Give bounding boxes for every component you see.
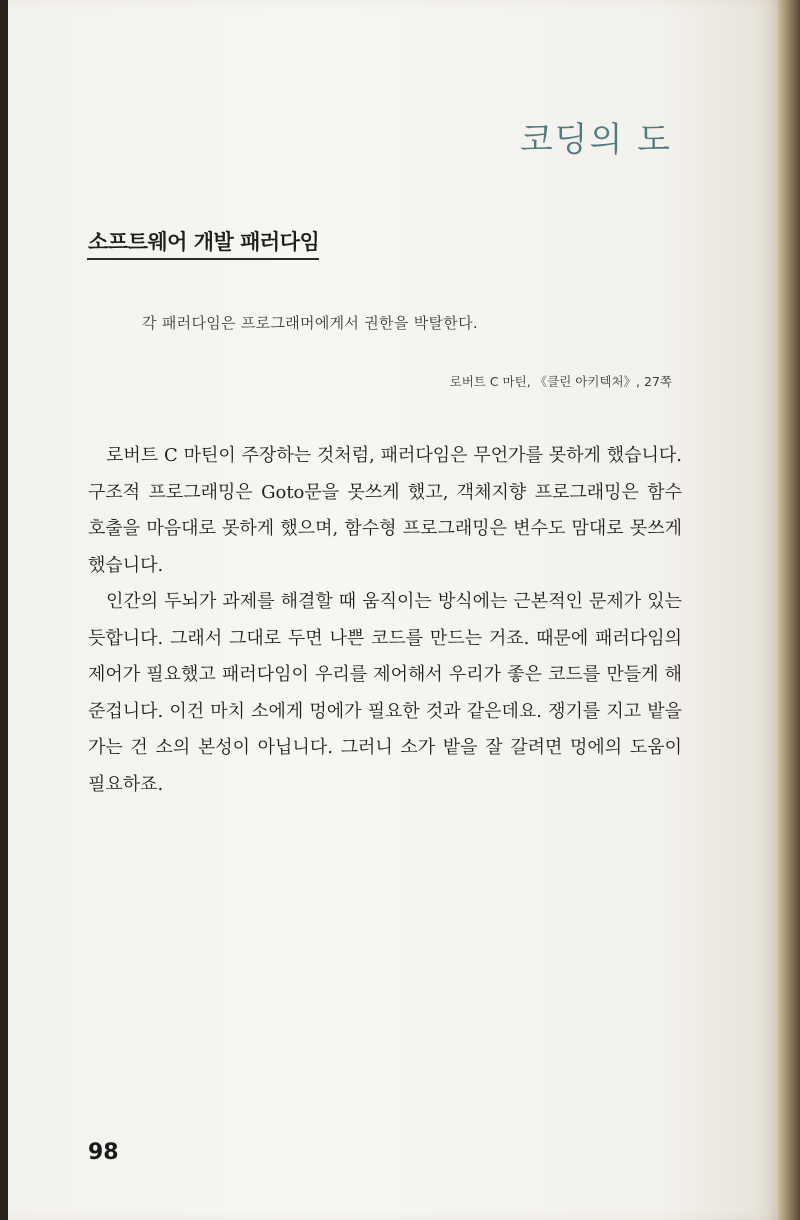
section-title-underline: [87, 258, 319, 260]
epigraph-citation: 로버트 C 마틴, 《클린 아키텍처》, 27쪽: [449, 374, 672, 389]
body-paragraph: 인간의 두뇌가 과제를 해결할 때 움직이는 방식에는 근본적인 문제가 있는 듯합니다. 그래서 그대로 두면 나쁜 코드를 만드는 거죠. 때문에 패러다임의 제어가 필요했고 패러다임이 우리를 제어해서 우리가 좋은 코드를 만들게 해 준겁니다. 이건 마치 소에게 멍에가 필요한 것과 같은데요. 쟁기를 지고 밭을 가는 건 소의 본성이 아닙니다. 그러니 소가 밭을 잘 갈려면 멍에의 도움이 필요하죠.: [88, 591, 683, 795]
book-page: [8, 0, 778, 1220]
section-title: 소프트웨어 개발 패러다임: [88, 230, 320, 254]
body-text: [88, 438, 682, 803]
running-head: 코딩의 도: [519, 120, 672, 160]
body-paragraph: 로버트 C 마틴이 주장하는 것처럼, 패러다임은 무언가를 못하게 했습니다. 구조적 프로그래밍은 Goto문을 못쓰게 했고, 객체지향 프로그래밍은 함수 호출을 마음대로 못하게 했으며, 함수형 프로그래밍은 변수도 맘대로 못쓰게 했습니다.: [88, 445, 682, 576]
epigraph-quote: 각 패러다임은 프로그래머에게서 권한을 박탈한다.: [142, 314, 478, 332]
page-number: 98: [88, 1140, 119, 1165]
